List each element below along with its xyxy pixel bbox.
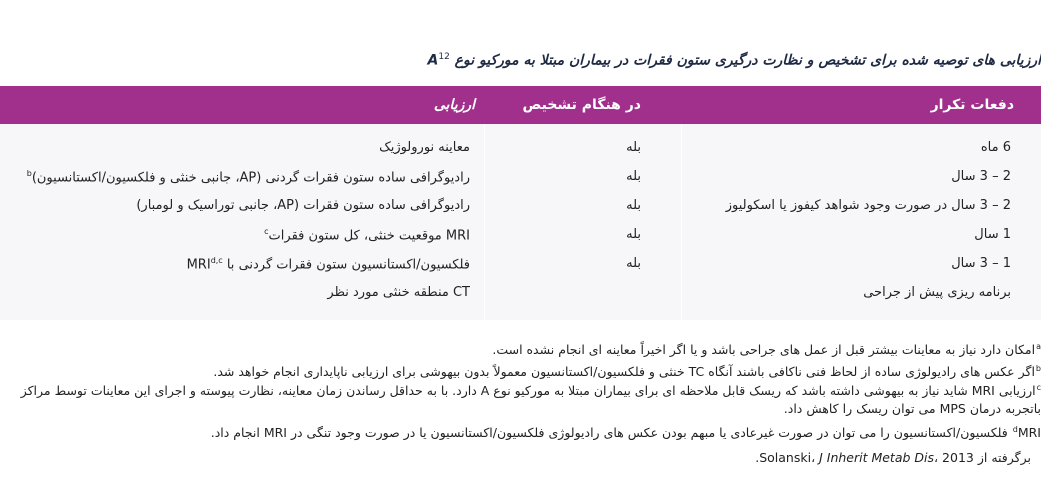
cell-assessment: [264, 227, 470, 243]
cell-assessment: [379, 140, 470, 155]
cell-frequency: 2 – 3 سال در صورت وجود شواهد کیفوز یا اسکولیوز: [725, 198, 1011, 213]
source-year: 2013: [942, 450, 974, 465]
header-assessment: ارزیابی: [433, 97, 475, 113]
cell-frequency: 2 – 3 سال: [951, 169, 1011, 184]
footnote-mark: c: [1036, 383, 1041, 392]
title-reference: 12: [438, 52, 450, 62]
footnote-mark: c: [264, 227, 269, 236]
cell-at-diagnosis: بله: [626, 169, 641, 184]
footnote-b: [6, 360, 1041, 381]
footnote-mark: b: [26, 169, 32, 178]
table-row: [0, 192, 1041, 221]
header-at-diagnosis: در هنگام تشخیص: [522, 97, 641, 113]
assessment-text: رادیوگرافی ساده ستون فقرات (AP، جانبی توراسیک و لومبار): [136, 198, 470, 213]
assessment-text: MRI موقعیت خنثی، کل ستون فقرات: [268, 228, 470, 244]
footnote-text: اگر عکس های رادیولوژی ساده از لحاظ فنی ناکافی باشند آنگاه TC خنثی و فلکسیون/اکستانسیون معمولاً بدون بیهوشی برای ارزیابی ناپایداری انجام خواهد شد.: [213, 364, 1035, 380]
footnote-text: امکان دارد نیاز به معاینات بیشتر قبل از عمل های جراحی باشد و یا اگر اخیراً معاینه ای انجام نشده است.: [492, 342, 1036, 358]
table-row: [0, 221, 1041, 250]
assessment-table: [0, 86, 1041, 320]
footnote-mark: a: [1036, 342, 1041, 351]
table-row: [0, 163, 1041, 192]
cell-frequency: برنامه ریزی پیش از جراحی: [863, 285, 1011, 300]
assessment-text: فلکسیون/اکستانسیون ستون فقرات گردنی با MRI: [186, 257, 470, 273]
cell-assessment: [136, 198, 470, 213]
cell-frequency: 1 – 3 سال: [951, 256, 1011, 271]
footnote-d: [6, 421, 1041, 442]
cell-at-diagnosis: بله: [626, 256, 641, 271]
cell-at-diagnosis: بله: [626, 198, 641, 213]
assessment-text: CT منطقه خنثی مورد نظر: [327, 285, 470, 300]
source-prefix: برگرفته از: [977, 450, 1031, 465]
cell-assessment: [27, 169, 470, 185]
assessment-text: معاینه نورولوژیک: [379, 140, 470, 155]
footnote-mark: d,c: [210, 256, 223, 265]
source-author: Solanski: [759, 450, 812, 465]
cell-frequency: 1 سال: [974, 227, 1011, 242]
cell-assessment: [327, 285, 470, 300]
footnote-c: [6, 379, 1041, 418]
header-frequency: دفعات تکرار: [930, 97, 1014, 113]
footnote-text: MRI فلکسیون/اکستانسیون را می توان در صورت غیرعادی یا مبهم بودن عکس های رادیولوژی فلکسیون/اکستانسیون یا در صورت وجود تنگی در MRI انجام داد.: [210, 425, 1041, 441]
cell-assessment: [187, 256, 470, 272]
assessment-text: رادیوگرافی ساده ستون فقرات گردنی (AP، جانبی خنثی و فلکسیون/اکستانسیون): [31, 170, 470, 186]
table-header: [0, 86, 1041, 124]
cell-at-diagnosis: بله: [626, 227, 641, 242]
table-body: [0, 124, 1041, 320]
cell-frequency: 6 ماه: [980, 140, 1011, 155]
title-text: ارزیابی های توصیه شده برای تشخیص و نظارت درگیری ستون فقرات در بیماران مبتلا به مورکیو نوع A: [427, 52, 1041, 69]
table-title: [0, 52, 1041, 69]
table-row: [0, 279, 1041, 308]
source-journal: J Inherit Metab Dis: [819, 450, 935, 465]
table-row: [0, 250, 1041, 279]
footnote-mark: b: [1035, 364, 1041, 373]
cell-at-diagnosis: بله: [626, 140, 641, 155]
table-row: [0, 134, 1041, 163]
source-citation: برگرفته از Solanski، J Inherit Metab Dis، 2013.: [755, 450, 1031, 465]
footnote-text: ارزیابی MRI شاید نیاز به بیهوشی داشته باشد که ریسک قابل ملاحظه ای برای بیماران مبتلا به مورکیو نوع A دارد. با به حداقل رساندن زمان معاینه، نظارت پیوسته و اجرای این معاینات توسط مراکز باتجربه درمان MPS می توان ریسک را کاهش داد.: [20, 383, 1041, 417]
footnote-mark: d: [1012, 425, 1018, 434]
footnote-a: [6, 338, 1041, 359]
